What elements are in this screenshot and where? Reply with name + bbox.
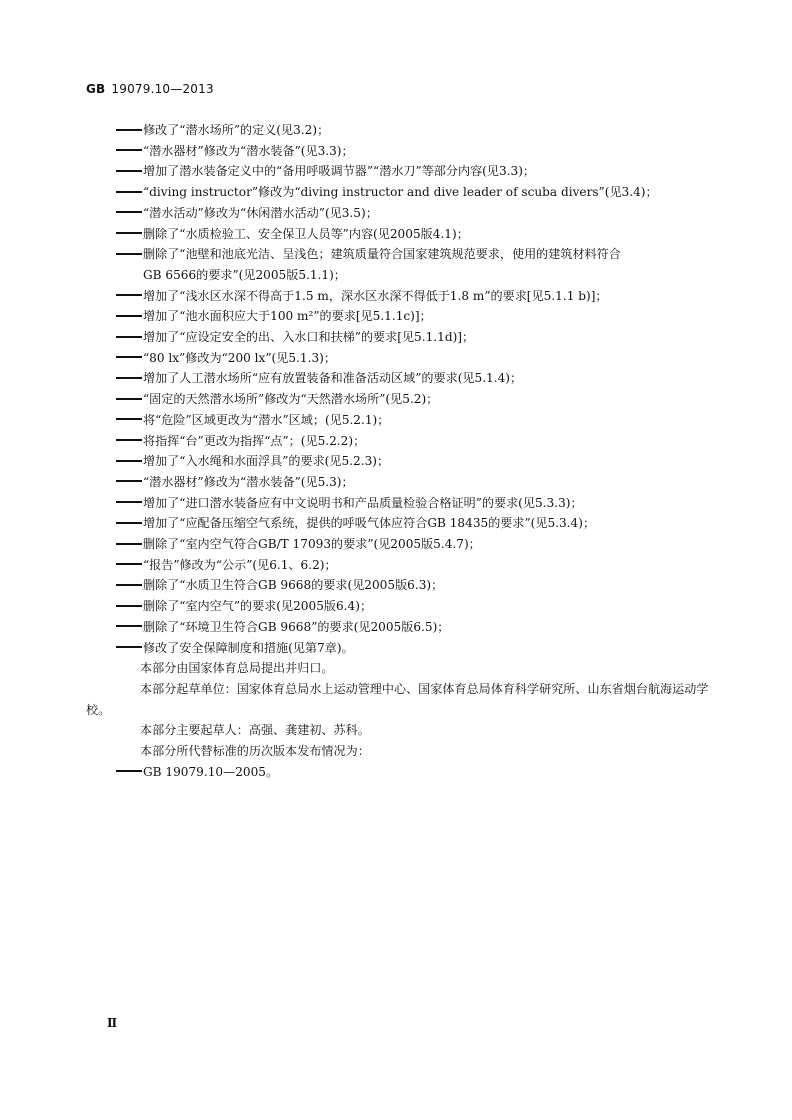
- em-dash-marker: [116, 522, 142, 524]
- em-dash-marker: [116, 170, 142, 172]
- em-dash-marker: [116, 336, 142, 338]
- list-item: 删除了“水质检验工、安全保卫人员等”内容(见2005版4.1)；: [116, 224, 711, 245]
- em-dash-marker: [116, 398, 142, 400]
- list-item: 增加了“入水绳和水面浮具”的要求(见5.2.3)；: [116, 451, 711, 472]
- em-dash-marker: [116, 356, 142, 358]
- list-item: “diving instructor”修改为“diving instructor and dive leader of scuba divers”(见3.4)；: [116, 182, 711, 203]
- list-item: 修改了安全保障制度和措施(见第7章)。: [116, 638, 711, 659]
- list-item: 增加了“应设定安全的出、入水口和扶梯”的要求[见5.1.1d)]；: [116, 327, 711, 348]
- page-number: Ⅱ: [107, 1016, 118, 1030]
- paragraph-proposer: 本部分由国家体育总局提出并归口。: [140, 661, 334, 676]
- list-item: 修改了“潜水场所”的定义(见3.2)；: [116, 120, 711, 141]
- list-item: 增加了“池水面积应大于100 m²”的要求[见5.1.1c)]；: [116, 306, 711, 327]
- list-item: 将指挥“台”更改为指挥“点”；(见5.2.2)；: [116, 431, 711, 452]
- em-dash-marker: [116, 211, 142, 213]
- paragraph-drafters: 本部分主要起草人：高强、龚建初、苏科。: [140, 723, 370, 738]
- list-item: 增加了人工潜水场所“应有放置装备和准备活动区域”的要求(见5.1.4)；: [116, 368, 711, 389]
- page-body: [86, 120, 711, 783]
- standard-prefix: GB: [86, 82, 106, 96]
- list-item: 增加了“进口潜水装备应有中文说明书和产品质量检验合格证明”的要求(见5.3.3)；: [116, 493, 711, 514]
- list-item: “固定的天然潜水场所”修改为“天然潜水场所”(见5.2)；: [116, 389, 711, 410]
- em-dash-marker: [116, 253, 142, 255]
- list-item: 删除了“水质卫生符合GB 9668的要求(见2005版6.3)；: [116, 575, 711, 596]
- em-dash-marker: [116, 439, 142, 441]
- em-dash-marker: [116, 460, 142, 462]
- em-dash-marker: [116, 191, 142, 193]
- list-item: 增加了“浅水区水深不得高于1.5 m，深水区水深不得低于1.8 m”的要求[见5.1.1 b)]；: [116, 286, 711, 307]
- em-dash-marker: [116, 418, 142, 420]
- em-dash-marker: [116, 646, 142, 648]
- list-item: 删除了“室内空气符合GB/T 17093的要求”(见2005版5.4.7)；: [116, 534, 711, 555]
- standard-code: 19079.10—2013: [111, 82, 214, 96]
- em-dash-marker: [116, 543, 142, 545]
- list-item: 删除了“环境卫生符合GB 9668”的要求(见2005版6.5)；: [116, 617, 711, 638]
- list-item: 删除了“池壁和池底光洁、呈浅色；建筑质量符合国家建筑规范要求，使用的建筑材料符合 GB 6566的要求”(见2005版5.1.1)；: [116, 244, 711, 285]
- em-dash-marker: [116, 232, 142, 234]
- em-dash-marker: [116, 129, 142, 131]
- em-dash-marker: [116, 315, 142, 317]
- em-dash-marker: [116, 294, 142, 296]
- list-item: “报告”修改为“公示”(见6.1、6.2)；: [116, 555, 711, 576]
- list-item: “潜水活动”修改为“休闲潜水活动”(见3.5)；: [116, 203, 711, 224]
- list-item: “80 lx”修改为“200 lx”(见5.1.3)；: [116, 348, 711, 369]
- em-dash-marker: [116, 625, 142, 627]
- em-dash-marker: [116, 605, 142, 607]
- em-dash-marker: [116, 149, 142, 151]
- list-item: “潜水器材”修改为“潜水装备”(见3.3)；: [116, 141, 711, 162]
- em-dash-marker: [116, 563, 142, 565]
- list-item: “潜水器材”修改为“潜水装备”(见5.3)；: [116, 472, 711, 493]
- document-header: [86, 82, 214, 96]
- em-dash-marker: [116, 584, 142, 586]
- list-item: 删除了“室内空气”的要求(见2005版6.4)；: [116, 596, 711, 617]
- em-dash-marker: [116, 377, 142, 379]
- list-item: 增加了潜水装备定义中的“备用呼吸调节器”“潜水刀”等部分内容(见3.3)；: [116, 161, 711, 182]
- list-item: 将“危险”区域更改为“潜水”区域；(见5.2.1)；: [116, 410, 711, 431]
- em-dash-marker: [116, 501, 142, 503]
- paragraph-history-intro: 本部分所代替标准的历次版本发布情况为：: [140, 744, 370, 759]
- em-dash-marker: [116, 480, 142, 482]
- list-item: 增加了“应配备压缩空气系统，提供的呼吸气体应符合GB 18435的要求”(见5.3.4)；: [116, 513, 711, 534]
- em-dash-marker: [116, 770, 142, 772]
- list-item: GB 19079.10—2005。: [116, 762, 711, 783]
- list-item-continuation: GB 6566的要求”(见2005版5.1.1)；: [143, 267, 346, 282]
- paragraph-drafting-units: 本部分起草单位：国家体育总局水上运动管理中心、国家体育总局体育科学研究所、山东省烟台航海运动学校。: [86, 681, 709, 717]
